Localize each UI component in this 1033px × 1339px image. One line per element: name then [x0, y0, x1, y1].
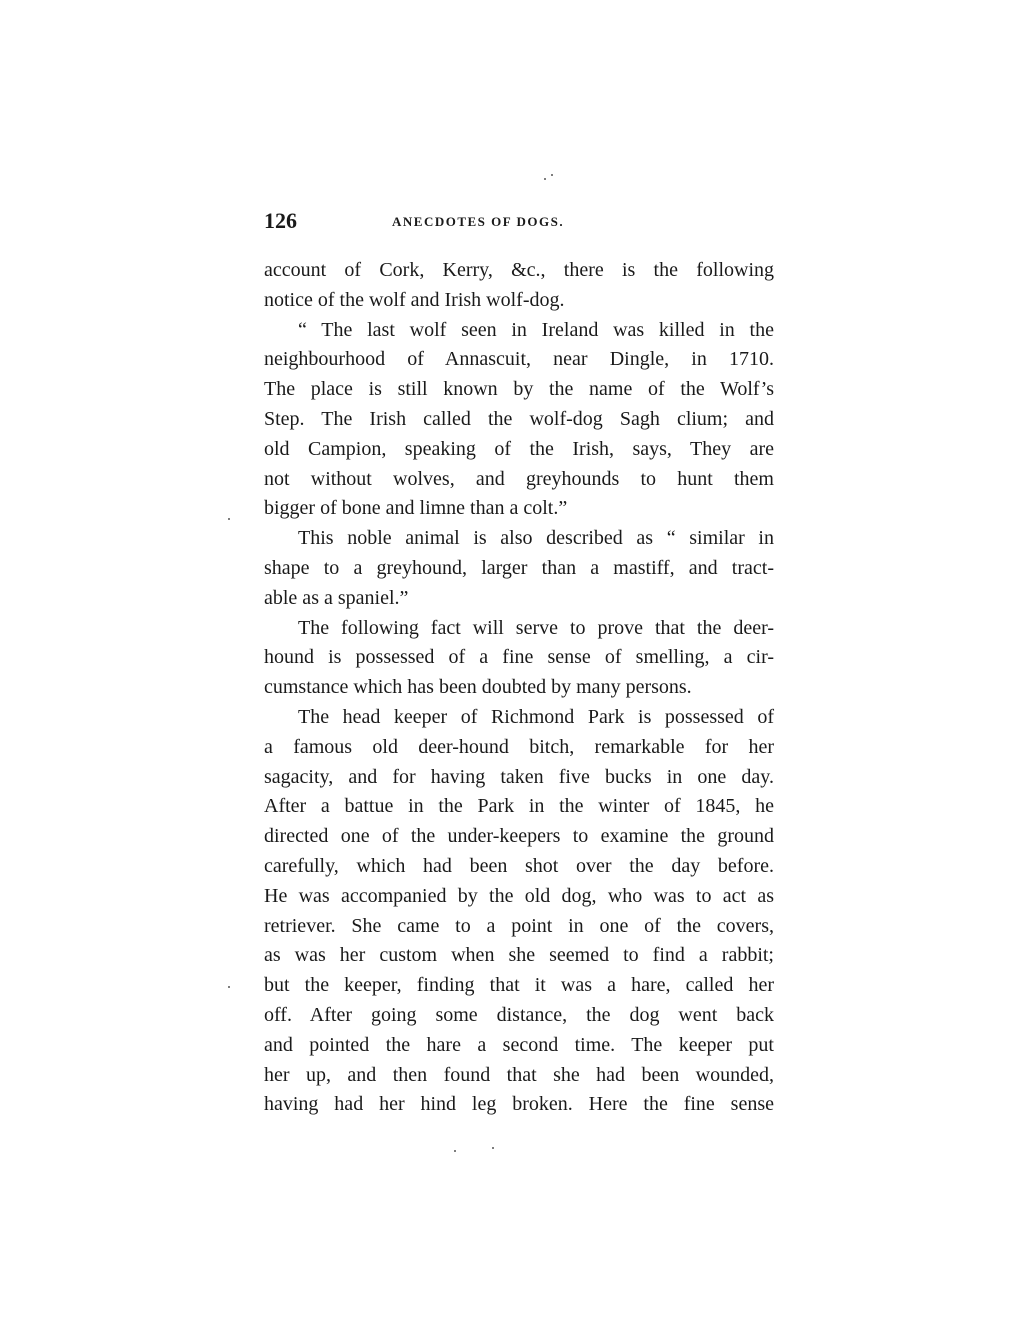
text-line: not without wolves, and greyhounds to hunt them — [264, 467, 774, 490]
text-line: able as a spaniel.” — [264, 586, 409, 609]
text-line: cumstance which has been doubted by many persons. — [264, 676, 692, 699]
page-header — [264, 208, 774, 238]
text-line: hound is possessed of a fine sense of smelling, a cir- — [264, 646, 774, 669]
text-line: directed one of the under-keepers to examine the ground — [264, 825, 774, 848]
scan-speck — [228, 986, 230, 988]
text-line: retriever. She came to a point in one of the covers, — [264, 914, 774, 937]
scan-speck — [551, 174, 553, 176]
page-number: 126 — [264, 208, 297, 233]
text-line: After a battue in the Park in the winter of 1845, he — [264, 795, 774, 818]
text-line: and pointed the hare a second time. The keeper put — [264, 1033, 774, 1056]
text-line: carefully, which had been shot over the day before. — [264, 854, 774, 877]
text-line: old Campion, speaking of the Irish, says, They are — [264, 437, 774, 460]
text-line: her up, and then found that she had been wounded, — [264, 1063, 774, 1086]
body-text — [264, 256, 774, 1120]
text-line: The place is still known by the name of the Wolf’s — [264, 378, 774, 401]
text-line: as was her custom when she seemed to find a rabbit; — [264, 944, 774, 967]
text-line: a famous old deer-hound bitch, remarkable for her — [264, 735, 774, 758]
text-line: shape to a greyhound, larger than a mastiff, and tract- — [264, 556, 774, 579]
running-title: ANECDOTES OF DOGS. — [392, 214, 565, 229]
text-line: neighbourhood of Annascuit, near Dingle, in 1710. — [264, 348, 774, 371]
text-line: Step. The Irish called the wolf-dog Sagh clium; and — [264, 407, 774, 430]
text-line: He was accompanied by the old dog, who was to act as — [264, 884, 774, 907]
scan-speck — [228, 518, 230, 520]
text-line: “ The last wolf seen in Ireland was killed in the — [298, 318, 774, 341]
text-line: having had her hind leg broken. Here the fine sense — [264, 1093, 774, 1116]
text-line: The head keeper of Richmond Park is possessed of — [298, 705, 774, 728]
text-line: notice of the wolf and Irish wolf-dog. — [264, 288, 565, 311]
text-line: This noble animal is also described as “ similar in — [298, 527, 774, 550]
text-line: sagacity, and for having taken five bucks in one day. — [264, 765, 774, 788]
text-line: The following fact will serve to prove that the deer- — [298, 616, 774, 639]
text-line: but the keeper, finding that it was a hare, called her — [264, 974, 774, 997]
text-line: off. After going some distance, the dog went back — [264, 1003, 774, 1026]
scan-speck — [544, 178, 546, 180]
scan-speck — [492, 1147, 494, 1149]
text-line: bigger of bone and limne than a colt.” — [264, 497, 568, 520]
text-line: account of Cork, Kerry, &c., there is the following — [264, 259, 774, 281]
scan-speck — [454, 1150, 456, 1152]
